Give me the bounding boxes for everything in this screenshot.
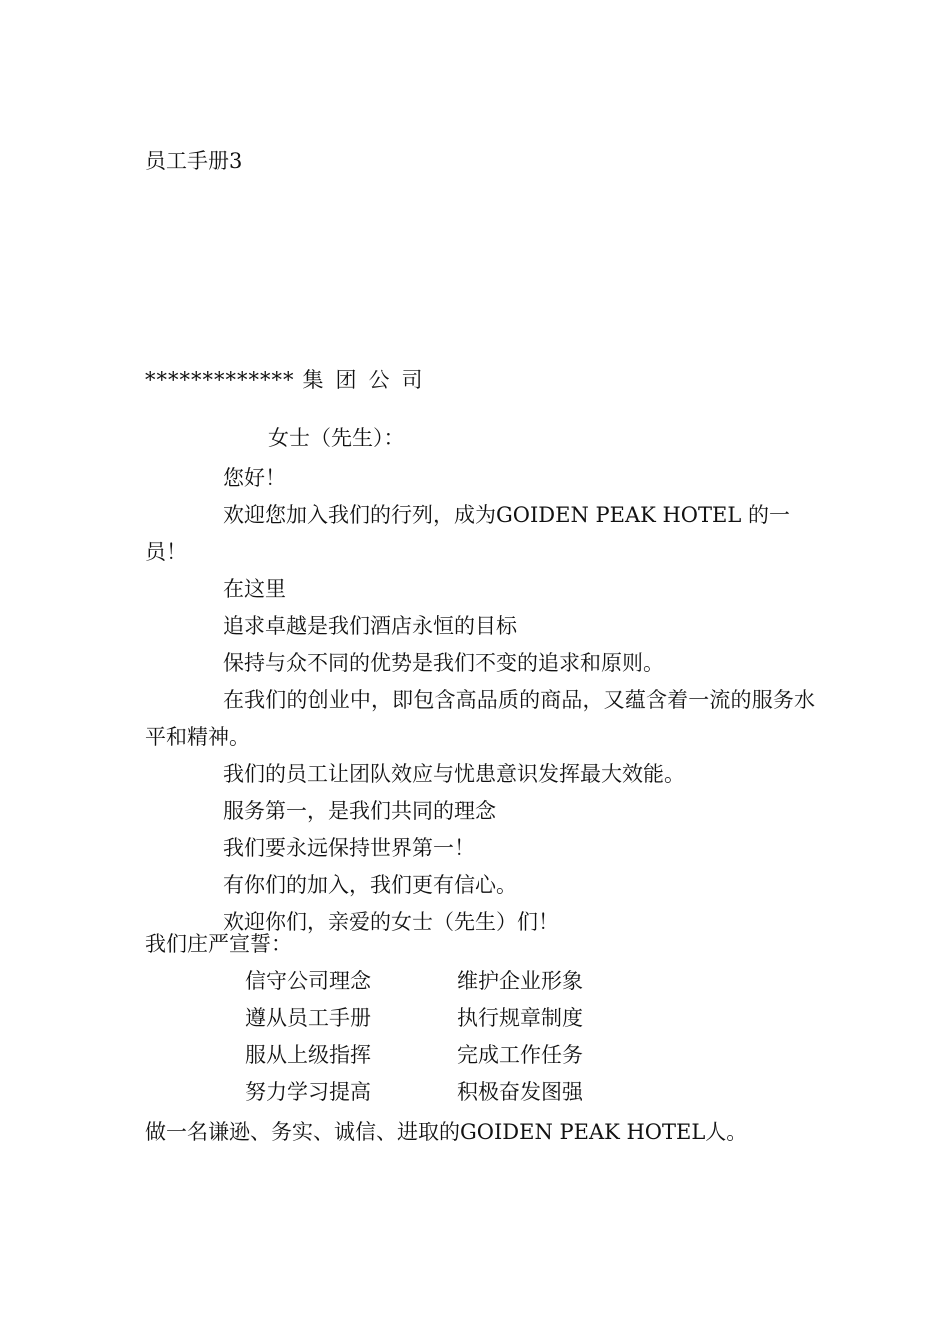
pledge-item: 完成工作任务: [457, 1043, 583, 1067]
pledge-item: 遵从员工手册: [245, 1006, 371, 1030]
pledge-item: 努力学习提高: [245, 1080, 371, 1104]
company-stars: *************: [145, 368, 295, 392]
pledge-item: 执行规章制度: [457, 1006, 583, 1030]
paragraph: 服务第一，是我们共同的理念: [223, 799, 496, 823]
pledge-item: 服从上级指挥: [245, 1043, 371, 1067]
salutation: 女士（先生）：: [268, 426, 405, 450]
pledge-row: [245, 1078, 669, 1115]
paragraph: 欢迎您加入我们的行列，成为GOIDEN PEAK HOTEL 的一员！: [145, 503, 790, 564]
welcome-letter-body: [145, 460, 815, 941]
pledge-row: [245, 967, 669, 1004]
pledge-row: [245, 1041, 669, 1078]
pledge-item: 维护企业形象: [457, 969, 583, 993]
company-name: 集团公司: [302, 368, 435, 392]
pledge-table: [245, 967, 669, 1115]
pledge-row: [245, 1004, 669, 1041]
paragraph: 您好！: [223, 466, 286, 490]
document-title: 员工手册3: [145, 149, 243, 173]
paragraph: 有你们的加入，我们更有信心。: [223, 873, 517, 897]
pledge-item: 信守公司理念: [245, 969, 371, 993]
paragraph: 追求卓越是我们酒店永恒的目标: [223, 614, 517, 638]
paragraph: 我们要永远保持世界第一！: [223, 836, 475, 860]
pledge-item: 积极奋发图强: [457, 1080, 583, 1104]
paragraph: 欢迎你们，亲爱的女士（先生）们！: [223, 910, 559, 934]
company-line: [145, 366, 435, 394]
pledge-heading: 我们庄严宣誓：: [145, 932, 292, 956]
paragraph: 在我们的创业中，即包含高品质的商品，又蕴含着一流的服务水平和精神。: [145, 688, 815, 749]
closing-statement: 做一名谦逊、务实、诚信、进取的GOIDEN PEAK HOTEL人。: [145, 1120, 748, 1144]
paragraph: 保持与众不同的优势是我们不变的追求和原则。: [223, 651, 664, 675]
paragraph: 我们的员工让团队效应与忧患意识发挥最大效能。: [223, 762, 685, 786]
paragraph: 在这里: [223, 577, 286, 601]
